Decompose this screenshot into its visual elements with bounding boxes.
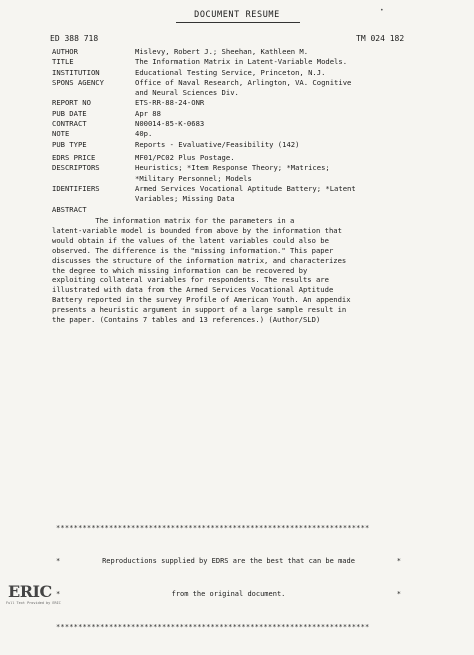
field-value-line: Apr 88	[135, 108, 161, 118]
field-value-line: The Information Matrix in Latent-Variable Models.	[135, 57, 348, 67]
field-label: TITLE	[52, 57, 74, 67]
field-value-line: MF01/PC02 Plus Postage.	[135, 153, 235, 162]
field-row	[52, 119, 452, 129]
field-label: AUTHOR	[52, 47, 78, 56]
abstract-line: discusses the structure of the information matrix, and characterizes	[52, 255, 347, 265]
star-border-top: ***********************************************************************	[56, 524, 370, 532]
field-value	[135, 119, 452, 129]
abstract-line: presents a heuristic argument in support of a large sample result in	[52, 305, 347, 315]
field-row	[52, 57, 452, 67]
eric-logo: ERIC	[8, 582, 52, 601]
field-value-line: and Neural Sciences Div.	[135, 88, 239, 98]
title-underline	[176, 22, 300, 23]
abstract-line: illustrated with data from the Armed Services Vocational Aptitude	[52, 285, 334, 295]
abstract-line: exploiting collateral variables for respondents. The results are	[52, 275, 329, 285]
field-value-line: Office of Naval Research, Arlington, VA. Cognitive	[135, 77, 352, 87]
field-label: SPONS AGENCY	[52, 77, 104, 87]
star-right: *	[396, 557, 401, 565]
field-value	[135, 163, 452, 184]
field-row	[52, 129, 452, 139]
field-row	[52, 153, 452, 163]
field-label: DESCRIPTORS	[52, 163, 100, 173]
field-value	[135, 153, 452, 163]
field-value-line: Variables; Missing Data	[135, 194, 235, 204]
star-right: *	[396, 590, 401, 598]
field-value	[135, 98, 452, 108]
tm-number: TM 024 182	[356, 34, 405, 43]
field-value	[135, 68, 452, 78]
abstract-line: observed. The difference is the "missing information." This paper	[52, 245, 334, 255]
field-label: PUB TYPE	[52, 139, 87, 149]
field-value-line: 40p.	[135, 129, 153, 139]
abstract-line: the paper. (Contains 7 tables and 13 references.) (Author/SLD)	[52, 315, 321, 325]
abstract-line: Battery reported in the survey Profile of American Youth. An appendix	[52, 295, 351, 305]
eric-logo-subtitle: Full Text Provided by ERIC	[6, 601, 61, 605]
corner-mark: •	[380, 7, 384, 14]
field-value	[135, 129, 452, 139]
field-label: EDRS PRICE	[52, 153, 96, 162]
field-value	[135, 47, 452, 57]
field-value-line: ETS-RR-88-24-ONR	[135, 98, 205, 108]
abstract-line: latent-variable model is bounded from above by the information that	[52, 225, 342, 235]
reproduction-notice	[56, 501, 401, 655]
reproduction-text-2: from the original document.	[171, 590, 286, 598]
abstract-line: would obtain if the values of the latent variables could also be	[52, 235, 329, 245]
field-value	[135, 184, 452, 205]
field-row	[52, 47, 452, 57]
bibliographic-fields	[52, 47, 452, 150]
field-value	[135, 57, 452, 67]
field-row	[52, 68, 452, 78]
ed-number: ED 388 718	[50, 34, 99, 43]
document-resume-title: DOCUMENT RESUME	[194, 10, 280, 20]
field-row	[52, 78, 452, 99]
field-row	[52, 140, 452, 150]
field-row	[52, 98, 452, 108]
field-value-line: Reports - Evaluative/Feasibility (142)	[135, 139, 300, 149]
field-value	[135, 140, 452, 150]
reproduction-line-1	[56, 556, 401, 567]
field-value-line: N00014-85-K-0683	[135, 119, 205, 129]
abstract-line: The information matrix for the parameters in a	[52, 216, 295, 225]
abstract-text	[52, 216, 392, 325]
field-value-line: Heuristics; *Item Response Theory; *Matrices;	[135, 163, 330, 173]
field-value	[135, 78, 452, 99]
abstract-label: ABSTRACT	[52, 205, 87, 214]
field-value-line: Mislevy, Robert J.; Sheehan, Kathleen M.	[135, 47, 309, 56]
field-row	[52, 163, 452, 184]
field-label: REPORT NO	[52, 98, 91, 108]
field-label: CONTRACT	[52, 119, 87, 129]
field-value	[135, 109, 452, 119]
indexing-fields	[52, 153, 452, 204]
reproduction-line-2	[56, 589, 401, 600]
field-label: PUB DATE	[52, 108, 87, 118]
field-row	[52, 184, 452, 205]
reproduction-text-1: Reproductions supplied by EDRS are the best that can be made	[102, 557, 355, 565]
field-value-line: Armed Services Vocational Aptitude Battery; *Latent	[135, 183, 356, 193]
star-border-bottom: ***********************************************************************	[56, 623, 370, 631]
abstract-line: the degree to which missing information can be recovered by	[52, 265, 308, 275]
field-label: INSTITUTION	[52, 67, 100, 77]
star-left: *	[56, 557, 61, 565]
field-value-line: Educational Testing Service, Princeton, N.J.	[135, 67, 326, 77]
field-label: NOTE	[52, 129, 70, 139]
field-row	[52, 109, 452, 119]
field-label: IDENTIFIERS	[52, 183, 100, 193]
field-value-line: *Military Personnel; Models	[135, 173, 252, 183]
star-left: *	[56, 590, 61, 598]
